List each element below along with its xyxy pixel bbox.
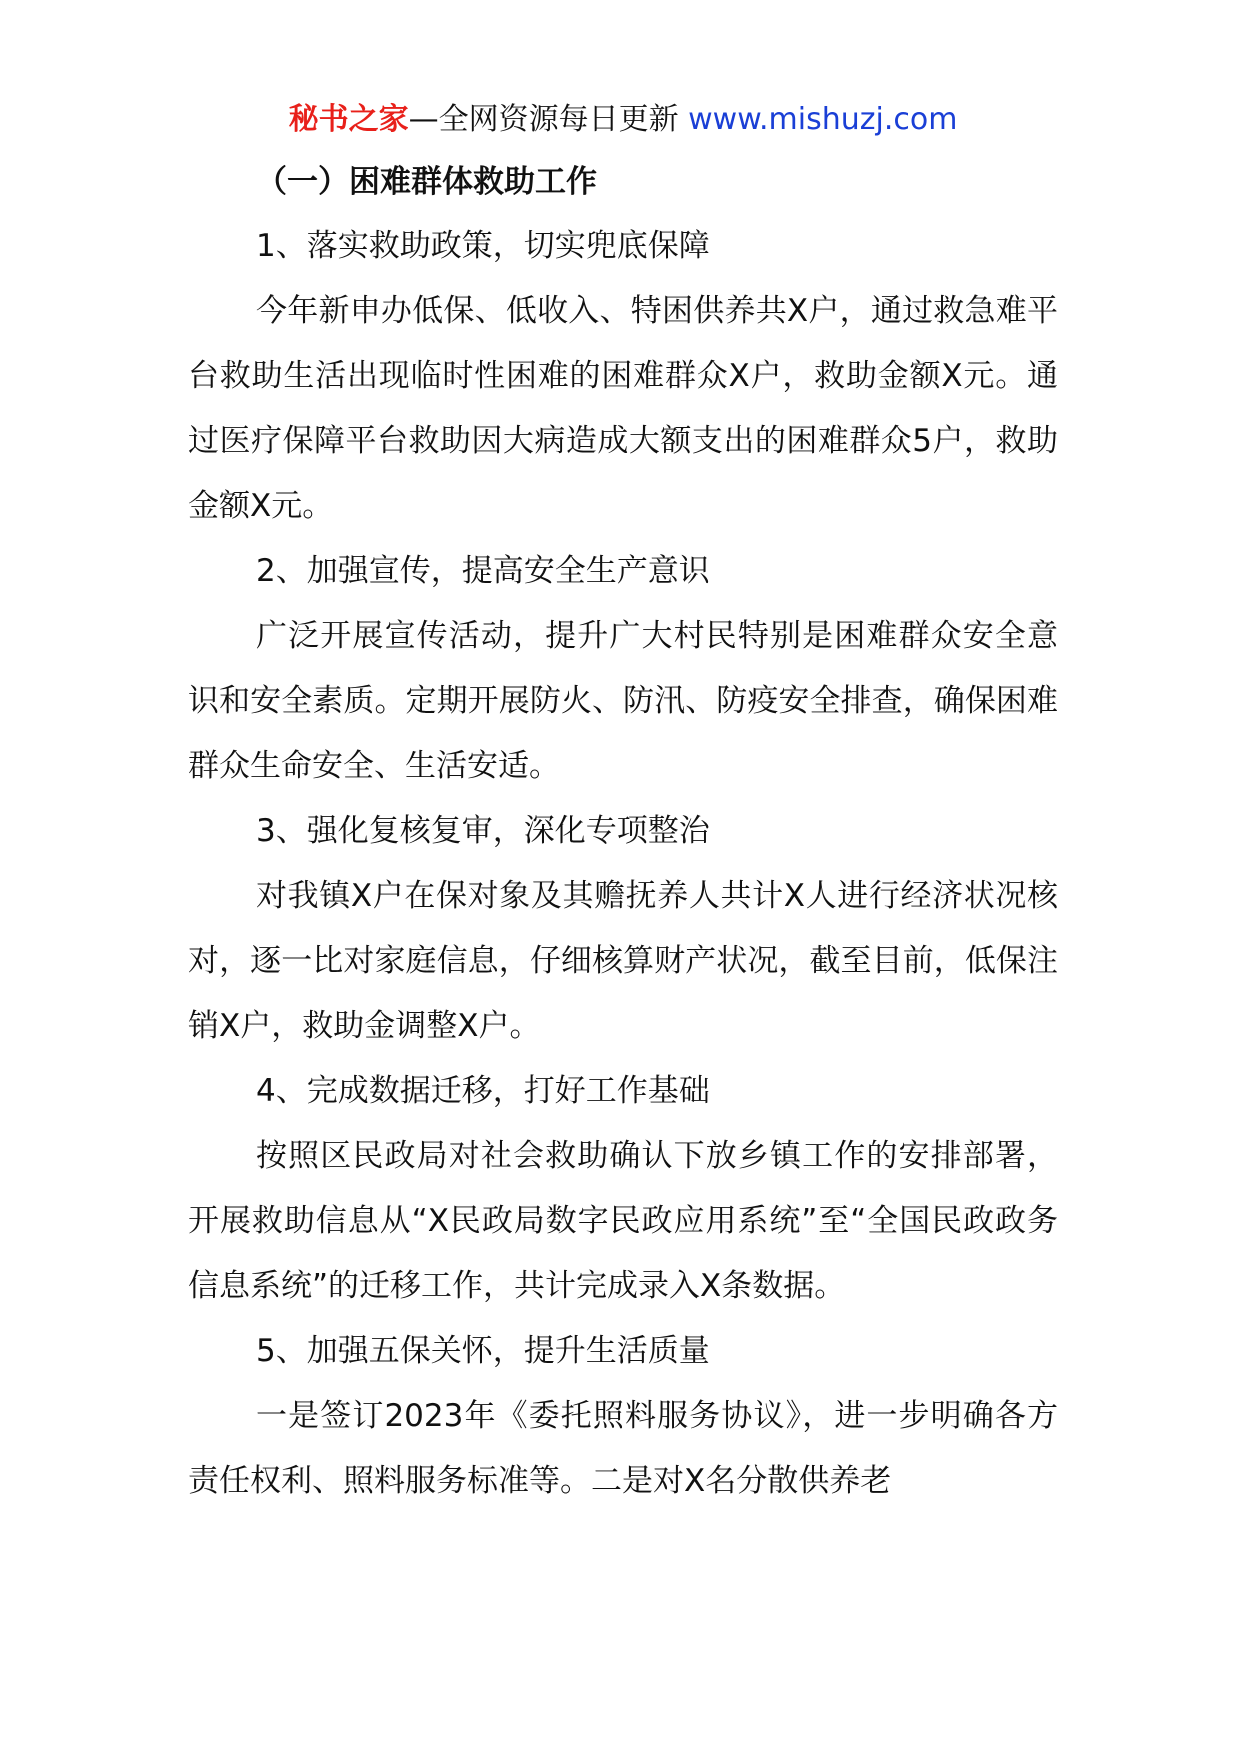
item-1-paragraph: 今年新申办低保、低收入、特困供养共X户，通过救急难平台救助生活出现临时性困难的困难群众X户，救助金额X元。通过医疗保障平台救助因大病造成大额支出的困难群众5户，救助金额X元。 — [188, 293, 1058, 524]
item-4-paragraph: 按照区民政局对社会救助确认下放乡镇工作的安排部署，开展救助信息从“X民政局数字民政应用系统”至“全国民政政务信息系统”的迁移工作，共计完成录入X条数据。 — [188, 1138, 1058, 1304]
item-4-heading: 4、完成数据迁移，打好工作基础 — [256, 1073, 710, 1109]
site-header — [118, 90, 1128, 150]
brand-name: 秘书之家 — [288, 102, 409, 137]
item-3-paragraph: 对我镇X户在保对象及其赡抚养人共计X人进行经济状况核对，逐一比对家庭信息，仔细核算财产状况，截至目前，低保注销X户，救助金调整X户。 — [188, 878, 1058, 1044]
header-slogan: —全网资源每日更新 — [408, 102, 679, 137]
section-title: （一）困难群体救助工作 — [256, 164, 597, 200]
site-url-link[interactable]: www.mishuzj.com — [688, 102, 958, 137]
item-5-heading: 5、加强五保关怀，提升生活质量 — [256, 1333, 710, 1369]
item-2-paragraph: 广泛开展宣传活动，提升广大村民特别是困难群众安全意识和安全素质。定期开展防火、防汛、防疫安全排查，确保困难群众生命安全、生活安适。 — [188, 618, 1058, 784]
item-1-heading: 1、落实救助政策，切实兜底保障 — [256, 228, 710, 264]
item-2-heading: 2、加强宣传，提高安全生产意识 — [256, 553, 710, 589]
item-3-heading: 3、强化复核复审，深化专项整治 — [256, 813, 710, 849]
item-5-paragraph: 一是签订2023年《委托照料服务协议》，进一步明确各方责任权利、照料服务标准等。二是对X名分散供养老 — [188, 1398, 1058, 1499]
document-page — [188, 90, 1058, 1514]
